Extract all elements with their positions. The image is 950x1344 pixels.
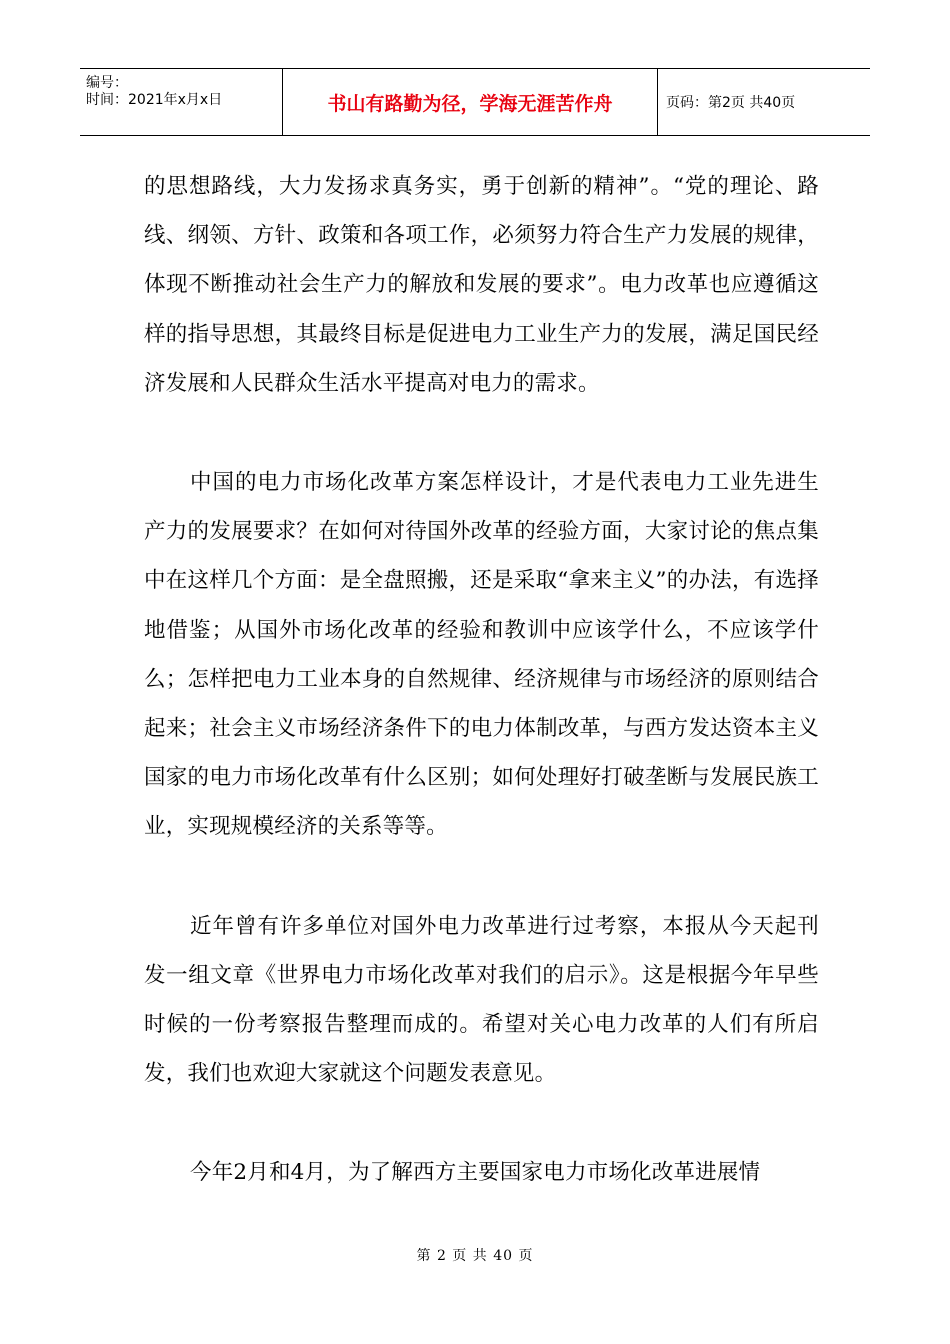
paragraph: 中国的电力市场化改革方案怎样设计，才是代表电力工业先进生产力的发展要求？在如何对待国外改革的经验方面，大家讨论的焦点集中在这样几个方面：是全盘照搬，还是采取“拿来主义”的办法，有选择地借鉴；从国外市场化改革的经验和教训中应该学什么，不应该学什么；怎样把电力工业本身的自然规律、经济规律与市场经济的原则结合起来；社会主义市场经济条件下的电力体制改革，与西方发达资本主义国家的电力市场化改革有什么区别；如何处理好打破垄断与发展民族工业，实现规模经济的关系等等。 — [144, 470, 819, 840]
header-motto: 书山有路勤为径，学海无涯苦作舟 — [283, 69, 658, 135]
header-page-info: 页码：第2页 共40页 — [666, 95, 796, 111]
page-footer: 第 2 页 共 40 页 — [416, 1248, 534, 1264]
paragraph: 今年2月和4月，为了解西方主要国家电力市场化改革进展情 — [190, 1160, 761, 1186]
document-body — [144, 162, 819, 1198]
date-label: 时间：2021年x月x日 — [86, 92, 223, 108]
number-label: 编号： — [86, 75, 128, 91]
header-meta — [80, 69, 283, 135]
document-header — [80, 68, 870, 136]
paragraph: 的思想路线，大力发扬求真务实，勇于创新的精神”。“党的理论、路线、纲领、方针、政策和各项工作，必须努力符合生产力发展的规律，体现不断推动社会生产力的解放和发展的要求”。电力改革也应遵循这样的指导思想，其最终目标是促进电力工业生产力的发展，满足国民经济发展和人民群众生活水平提高对电力的需求。 — [144, 174, 819, 396]
paragraph: 近年曾有许多单位对国外电力改革进行过考察，本报从今天起刊发一组文章《世界电力市场化改革对我们的启示》。这是根据今年早些时候的一份考察报告整理而成的。希望对关心电力改革的人们有所启发，我们也欢迎大家就这个问题发表意见。 — [144, 913, 819, 1087]
